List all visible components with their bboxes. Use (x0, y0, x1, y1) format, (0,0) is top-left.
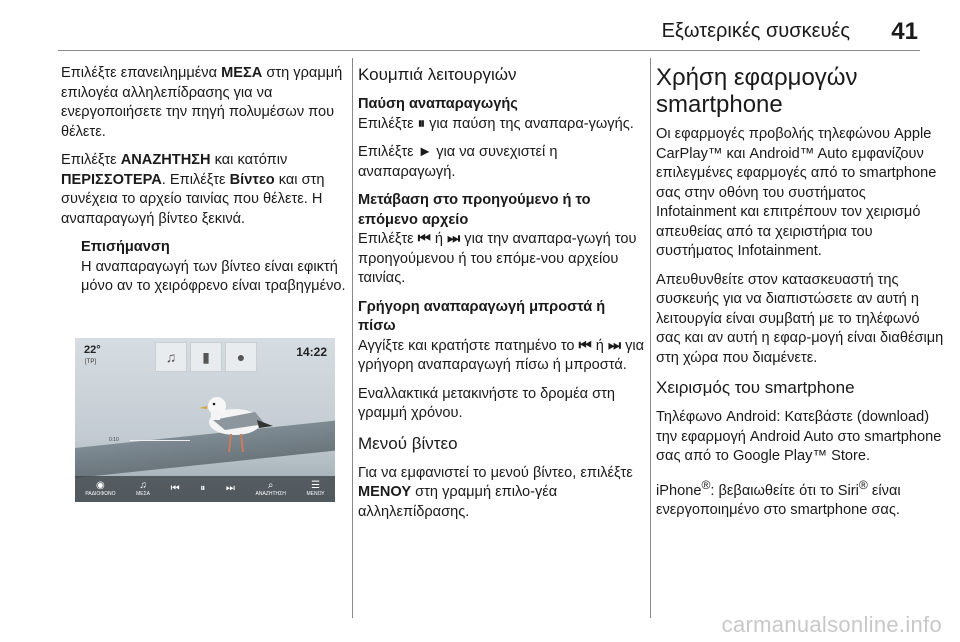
radio-icon: ◉ ΡΑΔΙΟΦΩΝΟ (85, 480, 116, 497)
page-header (0, 0, 960, 54)
paragraph-pause: Επιλέξτε ⏸ για παύση της αναπαρα-γωγής. (358, 115, 634, 132)
seagull-illustration (195, 380, 275, 460)
info-tile-icon: ● (225, 342, 257, 372)
temperature-readout: 22° (84, 344, 101, 356)
note-title: Επισήμανση (81, 239, 170, 255)
column-divider-1 (352, 58, 353, 618)
heading-fast: Γρήγορη αναπαραγωγή μπροστά ή πίσω (358, 298, 606, 334)
play-icon: ► (417, 144, 433, 160)
pause-icon: ⏸ (200, 483, 206, 494)
note-text: Η αναπαραγωγή των βίντεο είναι εφικτή μόνο αν το χειρόφρενο είναι τραβηγμένο. (81, 258, 346, 294)
section-title: Εξωτερικές συσκευές (661, 20, 850, 42)
paragraph-video-select: Επιλέξτε ΑΝΑΖΗΤΗΣΗ και κατόπιν ΠΕΡΙΣΣΟΤΕΡΑ. Επιλέξτε Βίντεο και στη συνέχεια το αρχείο ταινίας που θέλετε. Η αναπαραγωγή βίντεο ξεκινά. (61, 152, 325, 227)
tp-indicator: [TP] (85, 359, 97, 365)
heading-video-menu: Μενού βίντεο (358, 433, 458, 453)
next-icon: ⏭ (225, 483, 235, 494)
paragraph-projection: Οι εφαρμογές προβολής τηλεφώνου Apple CarPlay™ και Android™ Auto εμφανίζουν επιλεγμένες εφαρμογές από το smartphone σας στην οθόνη του συστήματος Infotainment και επιτρέπουν τον χειρισμό απευθείας από τα χειριστήρια του συστήματος Infotainment. (656, 126, 937, 259)
paragraph-resume: Επιλέξτε ► για να συνεχιστεί η αναπαραγωγή. (358, 144, 558, 180)
previous-icon: ⏮ (170, 483, 180, 494)
phone-tile-icon: ▮ (190, 342, 222, 372)
heading-smartphone-apps: Χρήση εφαρμογών smartphone (656, 64, 858, 118)
progress-line (130, 440, 190, 441)
screen-tiles (155, 342, 257, 372)
paragraph-fast: Αγγίξτε και κρατήστε πατημένο το ⏮ ή ⏭ για γρήγορη αναπαραγωγή πίσω ή μπροστά. (358, 337, 645, 373)
paragraph-android: Τηλέφωνο Android: Κατεβάστε (download) την εφαρμογή Android Auto στο smartphone σας από το Google Play™ Store. (656, 409, 942, 464)
column-divider-2 (650, 58, 651, 618)
paragraph-media-select: Επιλέξτε επανειλημμένα ΜΕΣΑ στη γραμμή επιλογέα αλληλεπίδρασης για να ενεργοποιήσετε την πηγή πολυμέσων που θέλετε. (61, 65, 343, 140)
column-left (61, 64, 347, 297)
music-tile-icon: ♫ (155, 342, 187, 372)
pause-icon: ⏸ (417, 115, 426, 132)
page-number: 41 (891, 18, 918, 45)
paragraph-menu: Για να εμφανιστεί το μενού βίντεο, επιλέξτε ΜΕΝΟΥ στη γραμμή επιλο-γέα αλληλεπίδρασης. (358, 464, 633, 520)
screen-control-bar (75, 476, 335, 502)
note-box (81, 238, 347, 297)
progress-time: 0:10 (109, 437, 119, 443)
clock-readout: 14:22 (296, 345, 327, 359)
paragraph-iphone: iPhone®: βεβαιωθείτε ότι το Siri® είναι ενεργοποιημένο στο smartphone σας. (656, 477, 901, 518)
infotainment-screen-image (75, 338, 335, 502)
heading-skip: Μετάβαση στο προηγούμενο ή το επόμενο αρχείο (358, 192, 591, 228)
paragraph-skip: Επιλέξτε ⏮ ή ⏭ για την αναπαρα-γωγή του προηγούμενου ή του επόμε-νου αρχείου ταινίας. (358, 231, 637, 286)
heading-function-buttons: Κουμπιά λειτουργιών (358, 65, 517, 84)
menu-icon: ☰ ΜΕΝΟΥ (306, 480, 325, 497)
column-middle (358, 64, 646, 531)
column-right (656, 64, 948, 529)
paragraph-slider: Εναλλακτικά μετακινήστε το δρομέα στη γραμμή χρόνου. (358, 385, 615, 421)
rewind-icon: ⏮ (578, 337, 592, 354)
watermark: carmanualsonline.info (721, 612, 942, 637)
paragraph-compatibility: Απευθυνθείτε στον κατασκευαστή της συσκευής για να διαπιστώσετε αν αυτή η λειτουργία είναι συμβατή με το τηλέφωνό σας και αν αυτή η εφαρ-μογή είναι διαθέσιμη στη χώρα που διαμένετε. (656, 271, 944, 366)
next-icon: ⏭ (447, 231, 461, 247)
search-icon: ⌕ ΑΝΑΖΗΤΗΣΗ (255, 480, 286, 497)
forward-icon: ⏭ (607, 337, 622, 354)
heading-pause: Παύση αναπαραγωγής (358, 96, 518, 112)
media-icon: ♫ ΜΕΣΑ (136, 480, 151, 497)
previous-icon: ⏮ (417, 231, 431, 247)
heading-smartphone-operation: Χειρισμός του smartphone (656, 378, 855, 397)
header-rule (58, 50, 920, 51)
